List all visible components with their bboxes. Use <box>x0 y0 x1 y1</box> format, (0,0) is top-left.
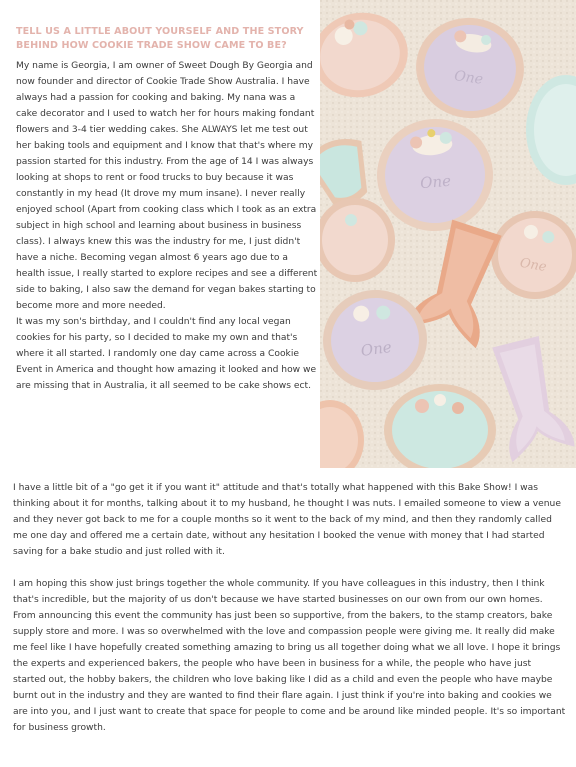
decorated-cookies-photo <box>320 0 576 468</box>
story-continued-text <box>13 480 566 752</box>
cookie-stamp-text-3: One <box>518 255 548 276</box>
intro-paragraph-1: My name is Georgia, I am owner of Sweet Dough By Georgia and now founder and director of Cookie Trade Show Australia. I have always had a passion for cooking and baking. My nana was a cake decorator and I used to watch her for hours making fondant flowers and 3-4 tier wedding cakes. She ALWAYS let me test out her baking tools and equipment and I know that that's where my passion started for this industry. From the age of 14 I was always looking at shops to rent or food trucks to buy because it was constantly in my head (It drove my mum insane). I never really enjoyed school (Apart from cooking class which I took as an extra subject in high school and learning about business in business class). I always knew this was the industry for me, I just didn't have a niche. Becoming vegan almost 6 years ago due to a health issue, I really started to explore recipes and see a different side to baking, I also saw the demand for vegan bakes starting to become more and more needed. <box>16 61 318 311</box>
cookie-stamp-text-1: One <box>453 67 484 88</box>
paragraph-3: I have a little bit of a "go get it if you want it" attitude and that's totally what happened with this Bake Show! I was thinking about it for months, talking about it to my husband, he thought I was nuts. I emailed someone to view a venue and they never got back to me for a couple months so it went to the back of my mind, and then they randomly called me one day and offered me a certain date, without any hesitation I booked the venue with money that I had started saving for a bake studio and just rolled with it. <box>13 483 561 557</box>
intro-paragraph-2: It was my son's birthday, and I couldn't find any local vegan cookies for his party, so I decided to make my own and that's where it all started. I randomly one day came across a Cookie Event in America and thought how amazing it looked and how we are missing that in Australia, it all seemed to be cake shows ect. <box>16 317 317 391</box>
cookie-stamp-text-2: One <box>419 171 452 193</box>
cookies-illustration <box>320 0 576 468</box>
cookie-stamp-text-4: One <box>359 337 393 360</box>
article-question-heading: TELL US A LITTLE ABOUT YOURSELF AND THE STORY BEHIND HOW COOKIE TRADE SHOW CAME TO BE? <box>16 26 304 51</box>
intro-text-block <box>16 58 318 394</box>
paragraph-4: I am hoping this show just brings together the whole community. If you have colleagues in this industry, then I think that's incredible, but the majority of us don't because we have started businesses on our own from our own homes. From announcing this event the community has just been so supportive, from the bakers, to the stamp creators, bake supply store and more. I was so overwhelmed with the love and compassion people were giving me. It really did make me feel like I have hopefully created something amazing to bring us all together doing what we all love. I hope it brings the experts and experienced bakers, the people who have been in business for a while, the people who have just started out, the hobby bakers, the children who love baking like I did as a child and even the people who have maybe burnt out in the industry and they are wanted to find their flare again. I just think if you're into baking and cookies we are into you, and I just want to create that space for people to come and be around like minded people. It's so important for business growth. <box>13 579 566 733</box>
